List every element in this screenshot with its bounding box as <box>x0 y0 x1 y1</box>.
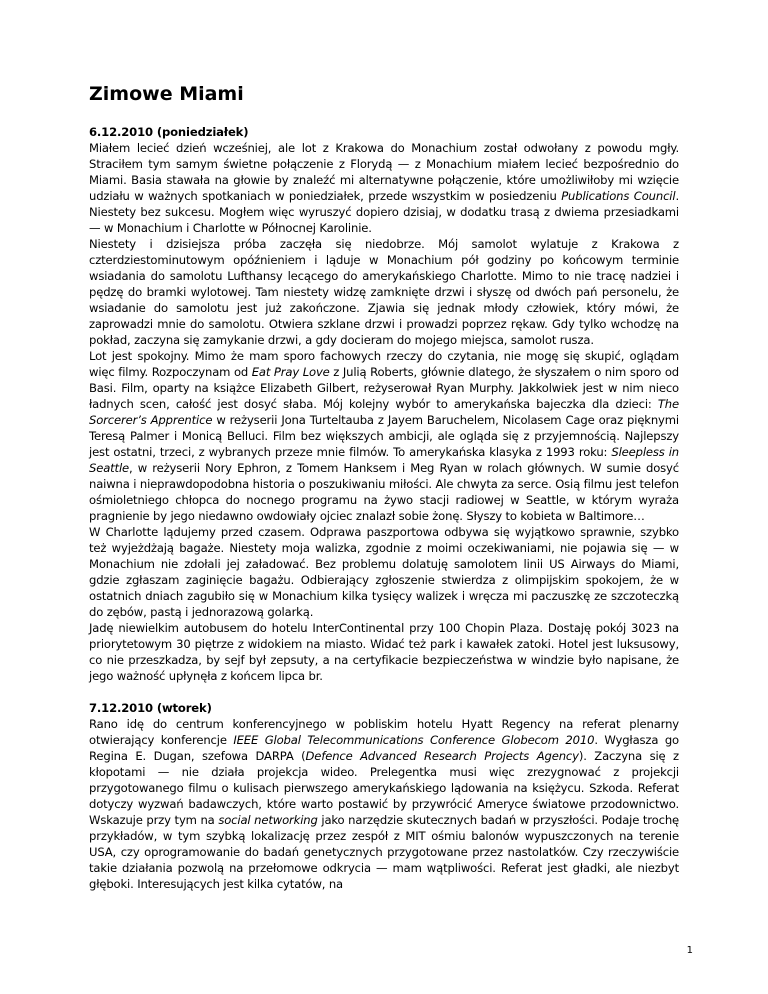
section-date: 7.12.2010 (wtorek) <box>89 701 212 715</box>
paragraph: Niestety i dzisiejsza próba zaczęła się niedobrze. Mój samolot wylatuje z Krakowa z czterdziestominutowym opóźnieniem i ląduje w Monachium pół godziny po końcowym terminie wsiadania do samolotu Lufthansy lecącego do amerykańskiego Charlotte. Mimo to nie tracę nadziei i pędzę do bramki wylotowej. Tam niestety widzę zamknięte drzwi i słyszę od dwóch pań personelu, że wsiadanie do samolotu jest już zakończone. Zjawia się jednak młody człowiek, który mówi, że zaprowadzi mnie do samolotu. Otwiera szklane drzwi i prowadzi poprzez rękaw. Gdy tylko wchodzę na pokład, zaczyna się zamykanie drzwi, a gdy docieram do mojego miejsca, samolot rusza. <box>89 237 679 347</box>
paragraph: Miałem lecieć dzień wcześniej, ale lot z Krakowa do Monachium został odwołany z powodu mgły. Straciłem tym samym świetne połączenie z Florydą — z Monachium miałem lecieć bezpośrednio do Miami. Basia stawała na głowie by znaleźć mi alternatywne połączenie, które umożliwiłoby mi wzięcie udziału w ważnych spotkaniach w poniedziałek, przede wszystkim w posiedzeniu Publications Council. Niestety bez sukcesu. Mogłem więc wyruszyć dopiero dzisiaj, w dodatku trasą z dwiema przesiadkami — w Monachium i Charlotte w Północnej Karolinie. <box>89 141 679 235</box>
page-number: 1 <box>686 945 693 956</box>
paragraph: W Charlotte lądujemy przed czasem. Odprawa paszportowa odbywa się wyjątkowo sprawnie, szybko też wyjeżdżają bagaże. Niestety moja walizka, zgodnie z moimi oczekiwaniami, nie pojawia się — w Monachium nie zdołali jej załadować. Bez problemu dolatuję samolotem linii US Airways do Miami, gdzie zgłaszam zaginięcie bagażu. Odbierający zgłoszenie stwierdza z olimpijskim spokojem, że w ostatnich dniach zagubiło się w Monachium kilka tysięcy walizek i wręcza mi paczuszkę ze szczoteczką do zębów, pastą i jednorazową golarką. <box>89 525 679 619</box>
paragraph: Rano idę do centrum konferencyjnego w pobliskim hotelu Hyatt Regency na referat plenarny otwierający konferencje IEEE Global Telecommunications Conference Globecom 2010. Wygłasza go Regina E. Dugan, szefowa DARPA (Defence Advanced Research Projects Agency). Zaczyna się z kłopotami — nie działa projekcja wideo. Prelegentka musi więc zrezygnować z projekcji przygotowanego filmu o kulisach pierwszego amerykańskiego lądowania na księżycu. Szkoda. Referat dotyczy wyzwań badawczych, które warto postawić by przywrócić Ameryce światowe przodownictwo. Wskazuje przy tym na social networking jako narzędzie skutecznych badań w przyszłości. Podaje trochę przykładów, w tym szybką lokalizację przez zespół z MIT ośmiu balonów wypuszczonych na terenie USA, czy oprogramowanie do badań genetycznych przygotowane przez nastolatków. Czy rzeczywiście takie działania pozwolą na przełomowe odkrycia — mam wątpliwości. Referat jest gładki, ale niezbyt głęboki. Interesujących jest kilka cytatów, na <box>89 717 679 891</box>
document-page <box>89 80 679 892</box>
paragraph: Lot jest spokojny. Mimo że mam sporo fachowych rzeczy do czytania, nie mogę się skupić, oglądam więc filmy. Rozpoczynam od Eat Pray Love z Julią Roberts, głównie dlatego, że słyszałem o nim sporo od Basi. Film, oparty na książce Elizabeth Gilbert, reżyserował Ryan Murphy. Jakkolwiek jest w nim nieco ładnych scen, całość jest dosyć słaba. Mój kolejny wybór to amerykańska bajeczka dla dzieci: The Sorcerer’s Apprentice w reżyserii Jona Turteltauba z Jayem Baruchelem, Nicolasem Cage oraz pięknymi Teresą Palmer i Monicą Belluci. Film bez większych ambicji, ale ogląda się z przyjemnością. Najlepszy jest ostatni, trzeci, z wybranych przeze mnie filmów. To amerykańska klasyka z 1993 roku: Sleepless in Seattle, w reżyserii Nory Ephron, z Tomem Hanksem i Meg Ryan w rolach głównych. W sumie dosyć naiwna i nieprawdopodobna historia o poszukiwaniu miłości. Ale chwyta za serce. Osią filmu jest telefon ośmioletniego chłopca do nocnego programu na żywo stacji radiowej w Seattle, w którym wyraża pragnienie by jego niedawno owdowiały ojciec znalazł sobie żonę. Słyszy to kobieta w Baltimore… <box>89 349 679 523</box>
section-day-1 <box>89 124 679 684</box>
section-date: 6.12.2010 (poniedziałek) <box>89 125 249 139</box>
paragraph: Jadę niewielkim autobusem do hotelu InterContinental przy 100 Chopin Plaza. Dostaję pokój 3023 na priorytetowym 30 piętrze z widokiem na miasto. Widać też park i kawałek zatoki. Hotel jest luksusowy, co nie przeszkadza, by sejf był zepsuty, a na certyfikacie bezpieczeństwa w windzie było napisane, że jego ważność upłynęła z końcem lipca br. <box>89 621 679 683</box>
document-title: Zimowe Miami <box>89 83 244 105</box>
section-day-2 <box>89 700 679 892</box>
